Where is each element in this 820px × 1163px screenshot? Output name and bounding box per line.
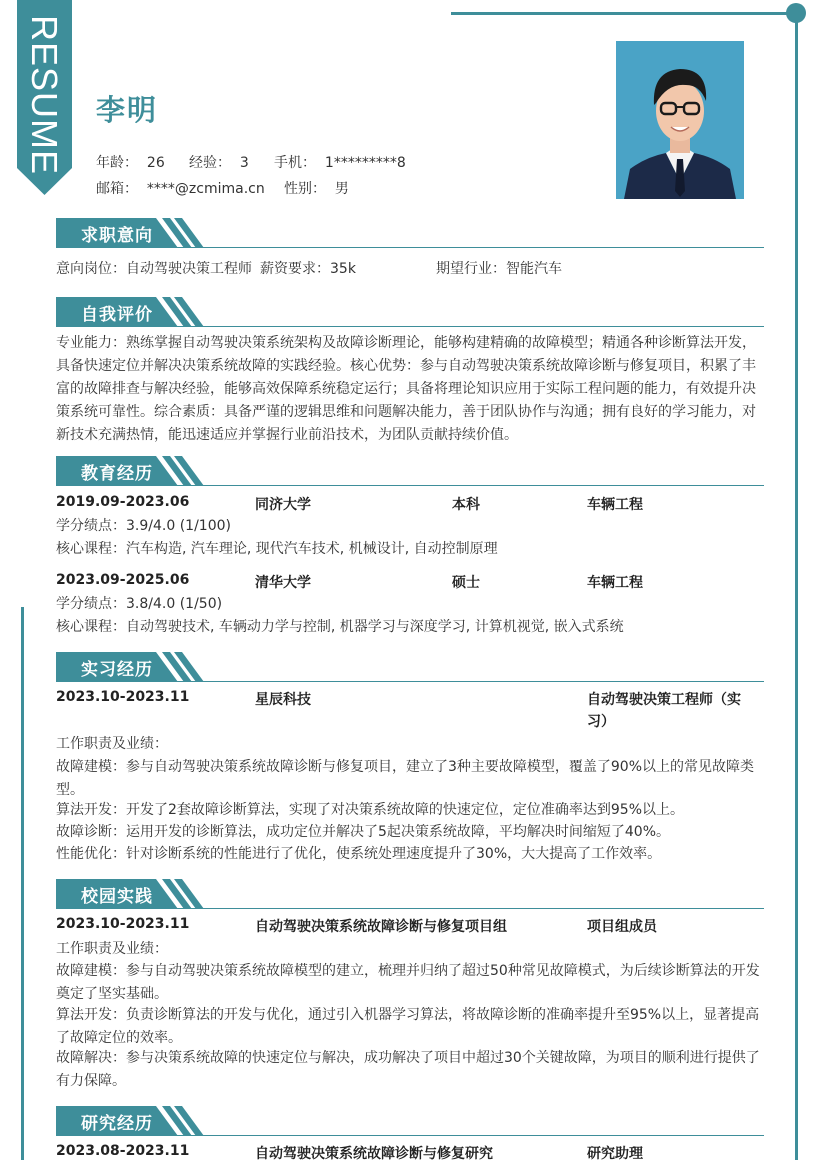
campus-duty-label: 工作职责及业绩： — [56, 941, 168, 957]
edu-degree: 本科 — [452, 497, 480, 513]
edu-gpa: 学分绩点：3.9/4.0 (1/100) — [56, 518, 231, 534]
campus-item: 故障建模：参与自动驾驶决策系统故障模型的建立，梳理并归纳了超过50种常见故障模式，为后续诊断算法的开发奠定了坚实基础。 — [56, 963, 760, 1002]
intern-role: 自动驾驶决策工程师（实习） — [587, 692, 741, 730]
section-title-intern: 实习经历 — [81, 660, 153, 680]
section-title-self: 自我评价 — [81, 305, 153, 325]
section-header-intern — [56, 652, 764, 682]
edu-school: 同济大学 — [255, 497, 311, 513]
section-title-intent: 求职意向 — [81, 226, 153, 246]
intern-item: 性能优化：针对诊断系统的性能进行了优化，使系统处理速度提升了30%，大大提高了工作效率。 — [56, 846, 662, 862]
campus-role: 项目组成员 — [587, 919, 657, 935]
intern-item: 故障建模：参与自动驾驶决策系统故障诊断与修复项目，建立了3种主要故障模型，覆盖了90%以上的常见故障类型。 — [56, 759, 755, 798]
age-info: 年龄： 26 — [96, 155, 165, 171]
section-title-research: 研究经历 — [81, 1114, 153, 1134]
research-date: 2023.08-2023.11 — [56, 1143, 190, 1159]
self-evaluation-text: 专业能力：熟练掌握自动驾驶决策系统架构及故障诊断理论，能够构建精确的故障模型；精通各种诊断算法开发，具备快速定位并解决决策系统故障的实践经验。核心优势：参与自动驾驶决策系统故障诊断与修复项目，积累了丰富的故障排查与解决经验，能够高效保障系统稳定运行；具备将理论知识应用于实际工程问题的能力，有效提升决策系统可靠性。综合素质：具备严谨的逻辑思维和问题解决能力，善于团队协作与沟通；拥有良好的学习能力，对新技术充满热情，能迅速适应并掌握行业前沿技术，为团队贡献持续价值。 — [56, 335, 756, 443]
section-title-edu: 教育经历 — [81, 464, 153, 484]
intern-company: 星辰科技 — [255, 692, 311, 708]
edu-major: 车辆工程 — [587, 497, 643, 513]
section-header-edu — [56, 456, 764, 486]
section-header-campus — [56, 879, 764, 909]
research-role: 研究助理 — [587, 1146, 643, 1162]
email-info: 邮箱： ****@zcmima.cn — [96, 181, 265, 197]
edu-courses: 核心课程：汽车构造, 汽车理论, 现代汽车技术, 机械设计, 自动控制原理 — [56, 541, 498, 557]
top-decor-line — [451, 12, 797, 15]
section-title-campus: 校园实践 — [81, 887, 153, 907]
intern-duty-label: 工作职责及业绩： — [56, 736, 168, 752]
edu-gpa: 学分绩点：3.8/4.0 (1/50) — [56, 596, 223, 612]
intern-item: 故障诊断：运用开发的诊断算法，成功定位并解决了5起决策系统故障，平均解决时间缩短了40%。 — [56, 824, 671, 840]
edu-date: 2019.09-2023.06 — [56, 494, 190, 510]
edu-major: 车辆工程 — [587, 575, 643, 591]
edu-school: 清华大学 — [255, 575, 311, 591]
research-topic: 自动驾驶决策系统故障诊断与修复研究 — [255, 1146, 493, 1162]
intern-item: 算法开发：开发了2套故障诊断算法，实现了对决策系统故障的快速定位，定位准确率达到95%以上。 — [56, 802, 685, 818]
section-header-self — [56, 297, 764, 327]
intern-date: 2023.10-2023.11 — [56, 689, 190, 705]
intent-industry: 期望行业：智能汽车 — [436, 261, 562, 277]
campus-org: 自动驾驶决策系统故障诊断与修复项目组 — [255, 919, 507, 935]
candidate-name: 李明 — [96, 93, 159, 127]
section-header-research — [56, 1106, 764, 1136]
campus-item: 算法开发：负责诊断算法的开发与优化，通过引入机器学习算法，将故障诊断的准确率提升至95%以上，显著提高了故障定位的效率。 — [56, 1007, 760, 1046]
edu-degree: 硕士 — [452, 575, 480, 591]
section-header-intent — [56, 218, 764, 248]
intent-salary: 薪资要求：35k — [260, 261, 356, 277]
right-decor-line — [795, 20, 798, 1160]
experience-info: 经验： 3 — [189, 155, 249, 171]
resume-ribbon-text: RESUME — [24, 14, 65, 176]
phone-info: 手机： 1*********8 — [274, 155, 406, 171]
campus-item: 故障解决：参与决策系统故障的快速定位与解决，成功解决了项目中超过30个关键故障，为项目的顺利进行提供了有力保障。 — [56, 1050, 760, 1089]
intent-position: 意向岗位：自动驾驶决策工程师 — [56, 261, 252, 277]
campus-date: 2023.10-2023.11 — [56, 916, 190, 932]
edu-date: 2023.09-2025.06 — [56, 572, 190, 588]
gender-info: 性别： 男 — [284, 181, 349, 197]
avatar — [616, 41, 744, 199]
left-decor-line — [21, 607, 24, 1160]
edu-courses: 核心课程：自动驾驶技术, 车辆动力学与控制, 机器学习与深度学习, 计算机视觉, 嵌入式系统 — [56, 619, 624, 635]
